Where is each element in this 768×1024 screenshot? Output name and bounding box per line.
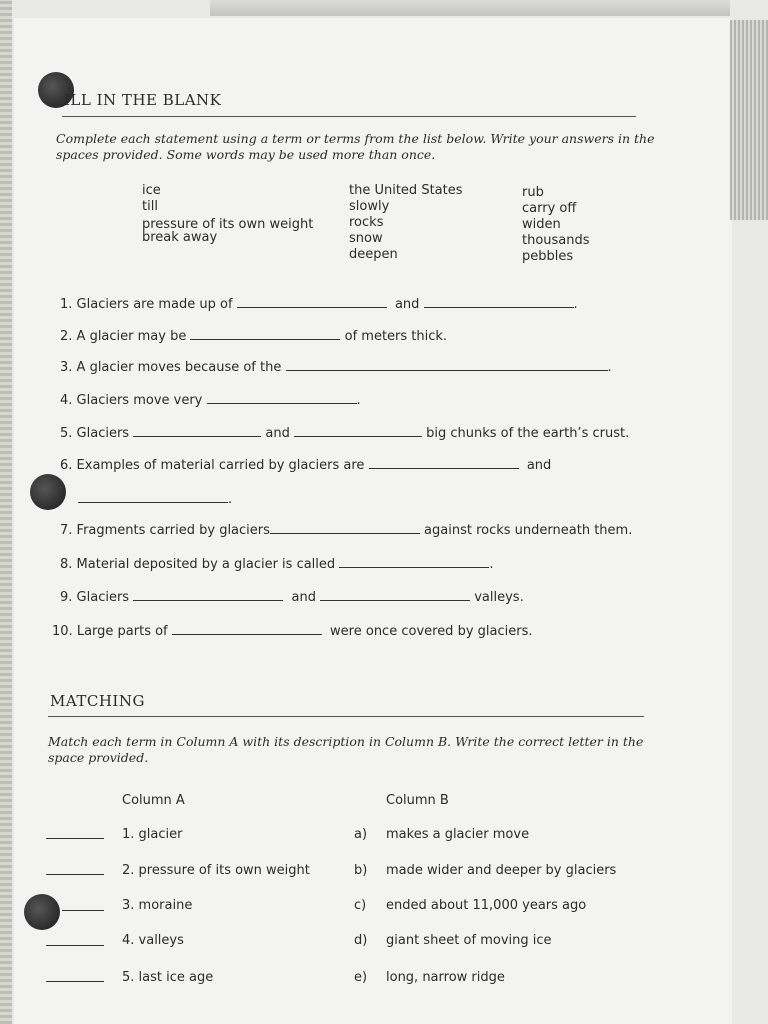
question-text: A glacier may be (76, 329, 187, 344)
question-8 (60, 555, 493, 572)
fill-heading-rule (62, 116, 636, 117)
scan-right-edge (730, 20, 768, 220)
question-number: 3. (60, 360, 73, 375)
column-a-item: 3. moraine (122, 898, 193, 913)
question-number: 9. (60, 590, 73, 605)
word-item: rub (522, 185, 544, 200)
word-list-col3 (522, 185, 590, 265)
column-b-letter: b) (354, 863, 368, 878)
question-number: 8. (60, 557, 73, 572)
question-3 (60, 358, 612, 375)
question-punct: . (573, 297, 578, 312)
question-1 (60, 295, 578, 312)
column-b-item: makes a glacier move (386, 827, 530, 842)
matching-heading: MATCHING (50, 692, 145, 710)
question-10 (52, 622, 533, 639)
column-b-letter: e) (354, 970, 368, 985)
question-number: 6. (60, 458, 73, 473)
question-text: and (526, 458, 552, 473)
word-item: the United States (349, 183, 463, 198)
word-item: pebbles (522, 249, 574, 264)
question-7 (60, 521, 632, 538)
answer-blank[interactable] (424, 295, 574, 308)
question-number: 5. (60, 426, 73, 441)
question-punct: . (489, 557, 494, 572)
punch-hole-bottom (24, 894, 60, 930)
answer-blank[interactable] (369, 456, 519, 469)
matching-heading-rule (48, 716, 644, 717)
question-text: were once covered by glaciers. (330, 624, 533, 639)
scan-left-edge (0, 0, 12, 1024)
question-number: 1. (60, 297, 73, 312)
question-text: Glaciers (76, 590, 130, 605)
column-a-item: 5. last ice age (122, 970, 214, 985)
word-item: break away (142, 230, 218, 245)
punch-hole-middle (30, 474, 66, 510)
question-text: Glaciers (76, 426, 130, 441)
question-number: 2. (60, 329, 73, 344)
question-9 (60, 588, 524, 605)
match-answer-blank[interactable] (46, 838, 104, 839)
question-text: Glaciers are made up of (76, 297, 233, 312)
question-text: of meters thick. (344, 329, 448, 344)
word-item: pressure of its own weight (142, 217, 314, 232)
word-item: thousands (522, 233, 590, 248)
matching-instructions-line1: Match each term in Column A with its description in Column B. Write the correct letter in the (48, 734, 644, 749)
word-list-col2 (349, 183, 463, 263)
column-b-item: long, narrow ridge (386, 970, 505, 985)
column-a-item: 2. pressure of its own weight (122, 863, 310, 878)
question-text: Large parts of (76, 624, 168, 639)
answer-blank[interactable] (133, 424, 261, 437)
question-text: valleys. (474, 590, 524, 605)
column-b-letter: d) (354, 933, 368, 948)
match-answer-blank[interactable] (46, 874, 104, 875)
column-b-letter: c) (354, 898, 367, 913)
question-text: and (265, 426, 290, 441)
question-number: 10. (52, 624, 73, 639)
answer-blank[interactable] (207, 391, 357, 404)
scan-top-bar (210, 0, 730, 16)
question-text: Examples of material carried by glaciers are (76, 458, 365, 473)
match-answer-blank[interactable] (46, 981, 104, 982)
answer-blank[interactable] (320, 588, 470, 601)
column-b-item: ended about 11,000 years ago (386, 898, 587, 913)
question-punct: . (356, 393, 361, 408)
answer-blank[interactable] (294, 424, 422, 437)
question-text: Fragments carried by glaciers (76, 523, 270, 538)
column-b-item: giant sheet of moving ice (386, 933, 552, 948)
fill-instructions-line2: spaces provided. Some words may be used more than once. (56, 147, 436, 162)
question-4 (60, 391, 361, 408)
fill-instructions-line1: Complete each statement using a term or terms from the list below. Write your answers in the (56, 131, 655, 146)
matching-instructions-line2: space provided. (48, 750, 149, 765)
question-punct: . (228, 492, 233, 507)
column-a-item: 4. valleys (122, 933, 184, 948)
word-item: widen (522, 217, 561, 232)
fill-heading: ILL IN THE BLANK (64, 91, 222, 109)
answer-blank[interactable] (133, 588, 283, 601)
question-text: Material deposited by a glacier is called (76, 557, 336, 572)
question-number: 7. (60, 523, 73, 538)
column-b-item: made wider and deeper by glaciers (386, 863, 617, 878)
column-a-item: 1. glacier (122, 827, 183, 842)
match-answer-blank[interactable] (62, 910, 104, 911)
column-a-header: Column A (122, 793, 185, 808)
answer-blank[interactable] (172, 622, 322, 635)
answer-blank[interactable] (286, 358, 608, 371)
word-item: rocks (349, 215, 384, 230)
word-item: carry off (522, 201, 577, 216)
answer-blank[interactable] (78, 490, 228, 503)
question-text: Glaciers move very (76, 393, 203, 408)
word-item: slowly (349, 199, 390, 214)
question-6-continued (78, 490, 232, 507)
word-list-col1 (142, 183, 313, 246)
question-6 (60, 456, 551, 473)
answer-blank[interactable] (190, 327, 340, 340)
question-text: and (394, 297, 420, 312)
question-text: A glacier moves because of the (76, 360, 282, 375)
question-5 (60, 424, 629, 441)
question-punct: . (607, 360, 612, 375)
word-item: snow (349, 231, 383, 246)
column-b-letter: a) (354, 827, 368, 842)
question-text: against rocks underneath them. (424, 523, 633, 538)
answer-blank[interactable] (237, 295, 387, 308)
word-item: deepen (349, 247, 398, 262)
answer-blank[interactable] (270, 521, 420, 534)
match-answer-blank[interactable] (46, 945, 104, 946)
column-b-header: Column B (386, 793, 449, 808)
word-item: till (142, 199, 158, 214)
question-text: big chunks of the earth’s crust. (426, 426, 630, 441)
question-text: and (291, 590, 316, 605)
question-2 (60, 327, 447, 344)
question-number: 4. (60, 393, 73, 408)
answer-blank[interactable] (339, 555, 489, 568)
word-item: ice (142, 183, 161, 198)
